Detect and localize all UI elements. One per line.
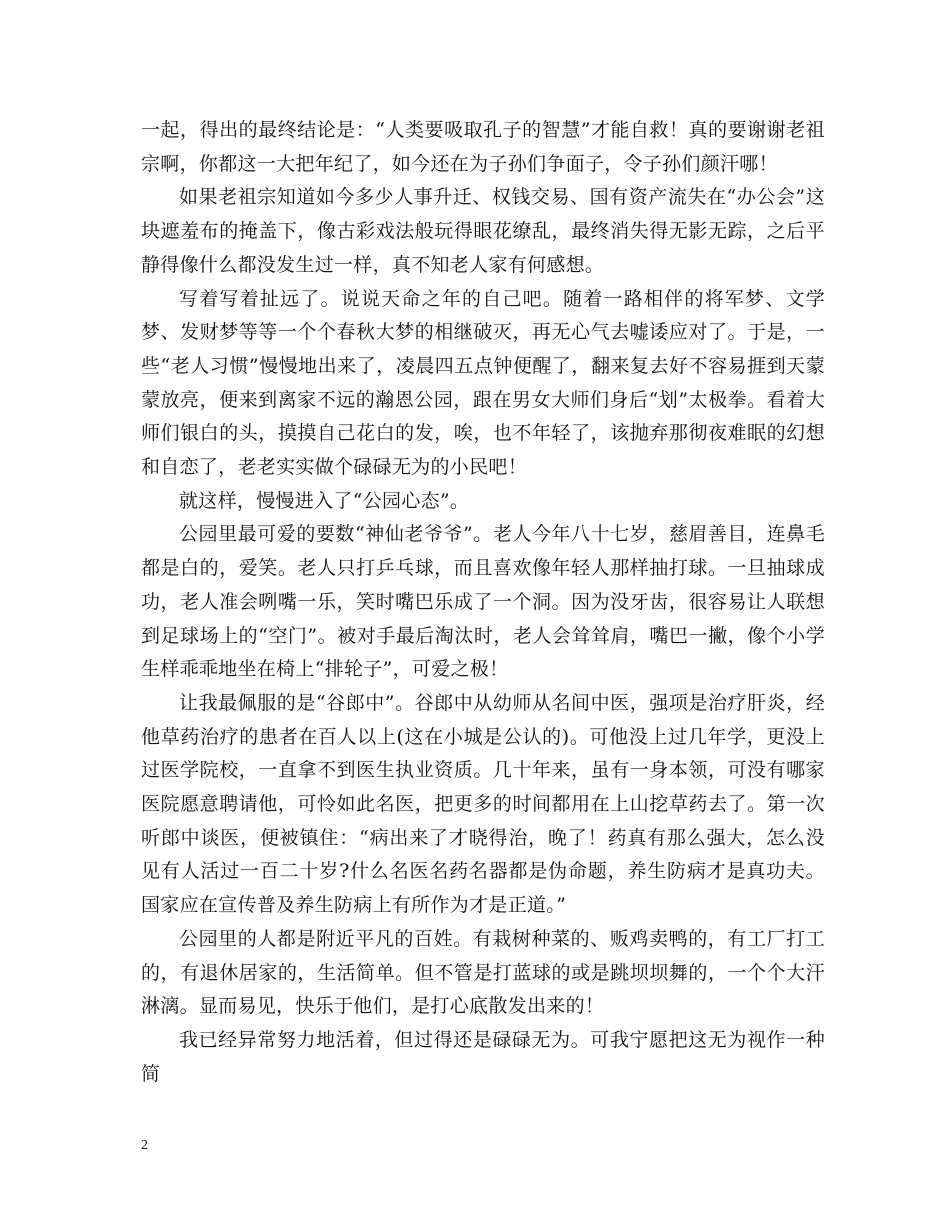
paragraph-2: 如果老祖宗知道如今多少人事升迁、权钱交易、国有资产流失在“办公会”这块遮羞布的掩盖下，像古彩戏法般玩得眼花缭乱，最终消失得无影无踪，之后平静得像什么都没发生过一样，真不知老人家有何感想。 [141, 186, 825, 276]
paragraph-3: 写着写着扯远了。说说天命之年的自己吧。随着一路相伴的将军梦、文学梦、发财梦等等一个个春秋大梦的相继破灭，再无心气去嘘诿应对了。于是，一些“老人习惯”慢慢地出来了，凌晨四五点钟便醒了，翻来复去好不容易捱到天蒙蒙放亮，便来到离家不远的瀚恩公园，跟在男女大师们身后“划”太极拳。看着大师们银白的头，摸摸自己花白的发，唉，也不年轻了，该抛弃那彻夜难眠的幻想和自恋了，老老实实做个碌碌无为的小民吧！ [141, 287, 825, 479]
paragraph-4: 就这样，慢慢进入了“公园心态”。 [179, 489, 470, 512]
paragraph-5: 公园里最可爱的要数“神仙老爷爷”。老人今年八十七岁，慈眉善目，连鼻毛都是白的，爱笑。老人只打乒乓球，而且喜欢像年轻人那样抽打球。一旦抽球成功，老人准会咧嘴一乐，笑时嘴巴乐成了一个洞。因为没牙齿，很容易让人联想到足球场上的“空门”。被对手最后淘汰时，老人会耸耸肩，嘴巴一撇，像个小学生样乖乖地坐在椅上“排轮子”，可爱之极！ [141, 523, 825, 681]
paragraph-7: 公园里的人都是附近平凡的百姓。有栽树种菜的、贩鸡卖鸭的，有工厂打工的，有退休居家的，生活简单。但不管是打蓝球的或是跳坝坝舞的，一个个大汗淋漓。显而易见，快乐于他们，是打心底散发出来的！ [141, 927, 825, 1018]
body-text [141, 114, 825, 1091]
paragraph-1: 一起，得出的最终结论是：“人类要吸取孔子的智慧”才能自救！真的要谢谢老祖宗啊，你都这一大把年纪了，如今还在为子孙们争面子，令子孙们颜汗哪！ [141, 119, 825, 175]
paragraph-6: 让我最佩服的是“谷郎中”。谷郎中从幼师从名间中医，强项是治疗肝炎，经他草药治疗的患者在百人以上(这在小城是公认的)。可他没上过几年学，更没上过医学院校，一直拿不到医生执业资质。几十年来，虽有一身本领，可没有哪家医院愿意聘请他，可怜如此名医，把更多的时间都用在上山挖草药去了。第一次听郎中谈医，便被镇住：“病出来了才晓得治，晚了！药真有那么强大，怎么没见有人活过一百二十岁?什么名医名药名器都是伪命题，养生防病才是真功夫。国家应在宣传普及养生防病上有所作为才是正道。” [141, 691, 825, 917]
paragraph-8: 我已经异常努力地活着，但过得还是碌碌无为。可我宁愿把这无为视作一种简 [141, 1028, 825, 1085]
page-number: 2 [141, 1138, 148, 1153]
